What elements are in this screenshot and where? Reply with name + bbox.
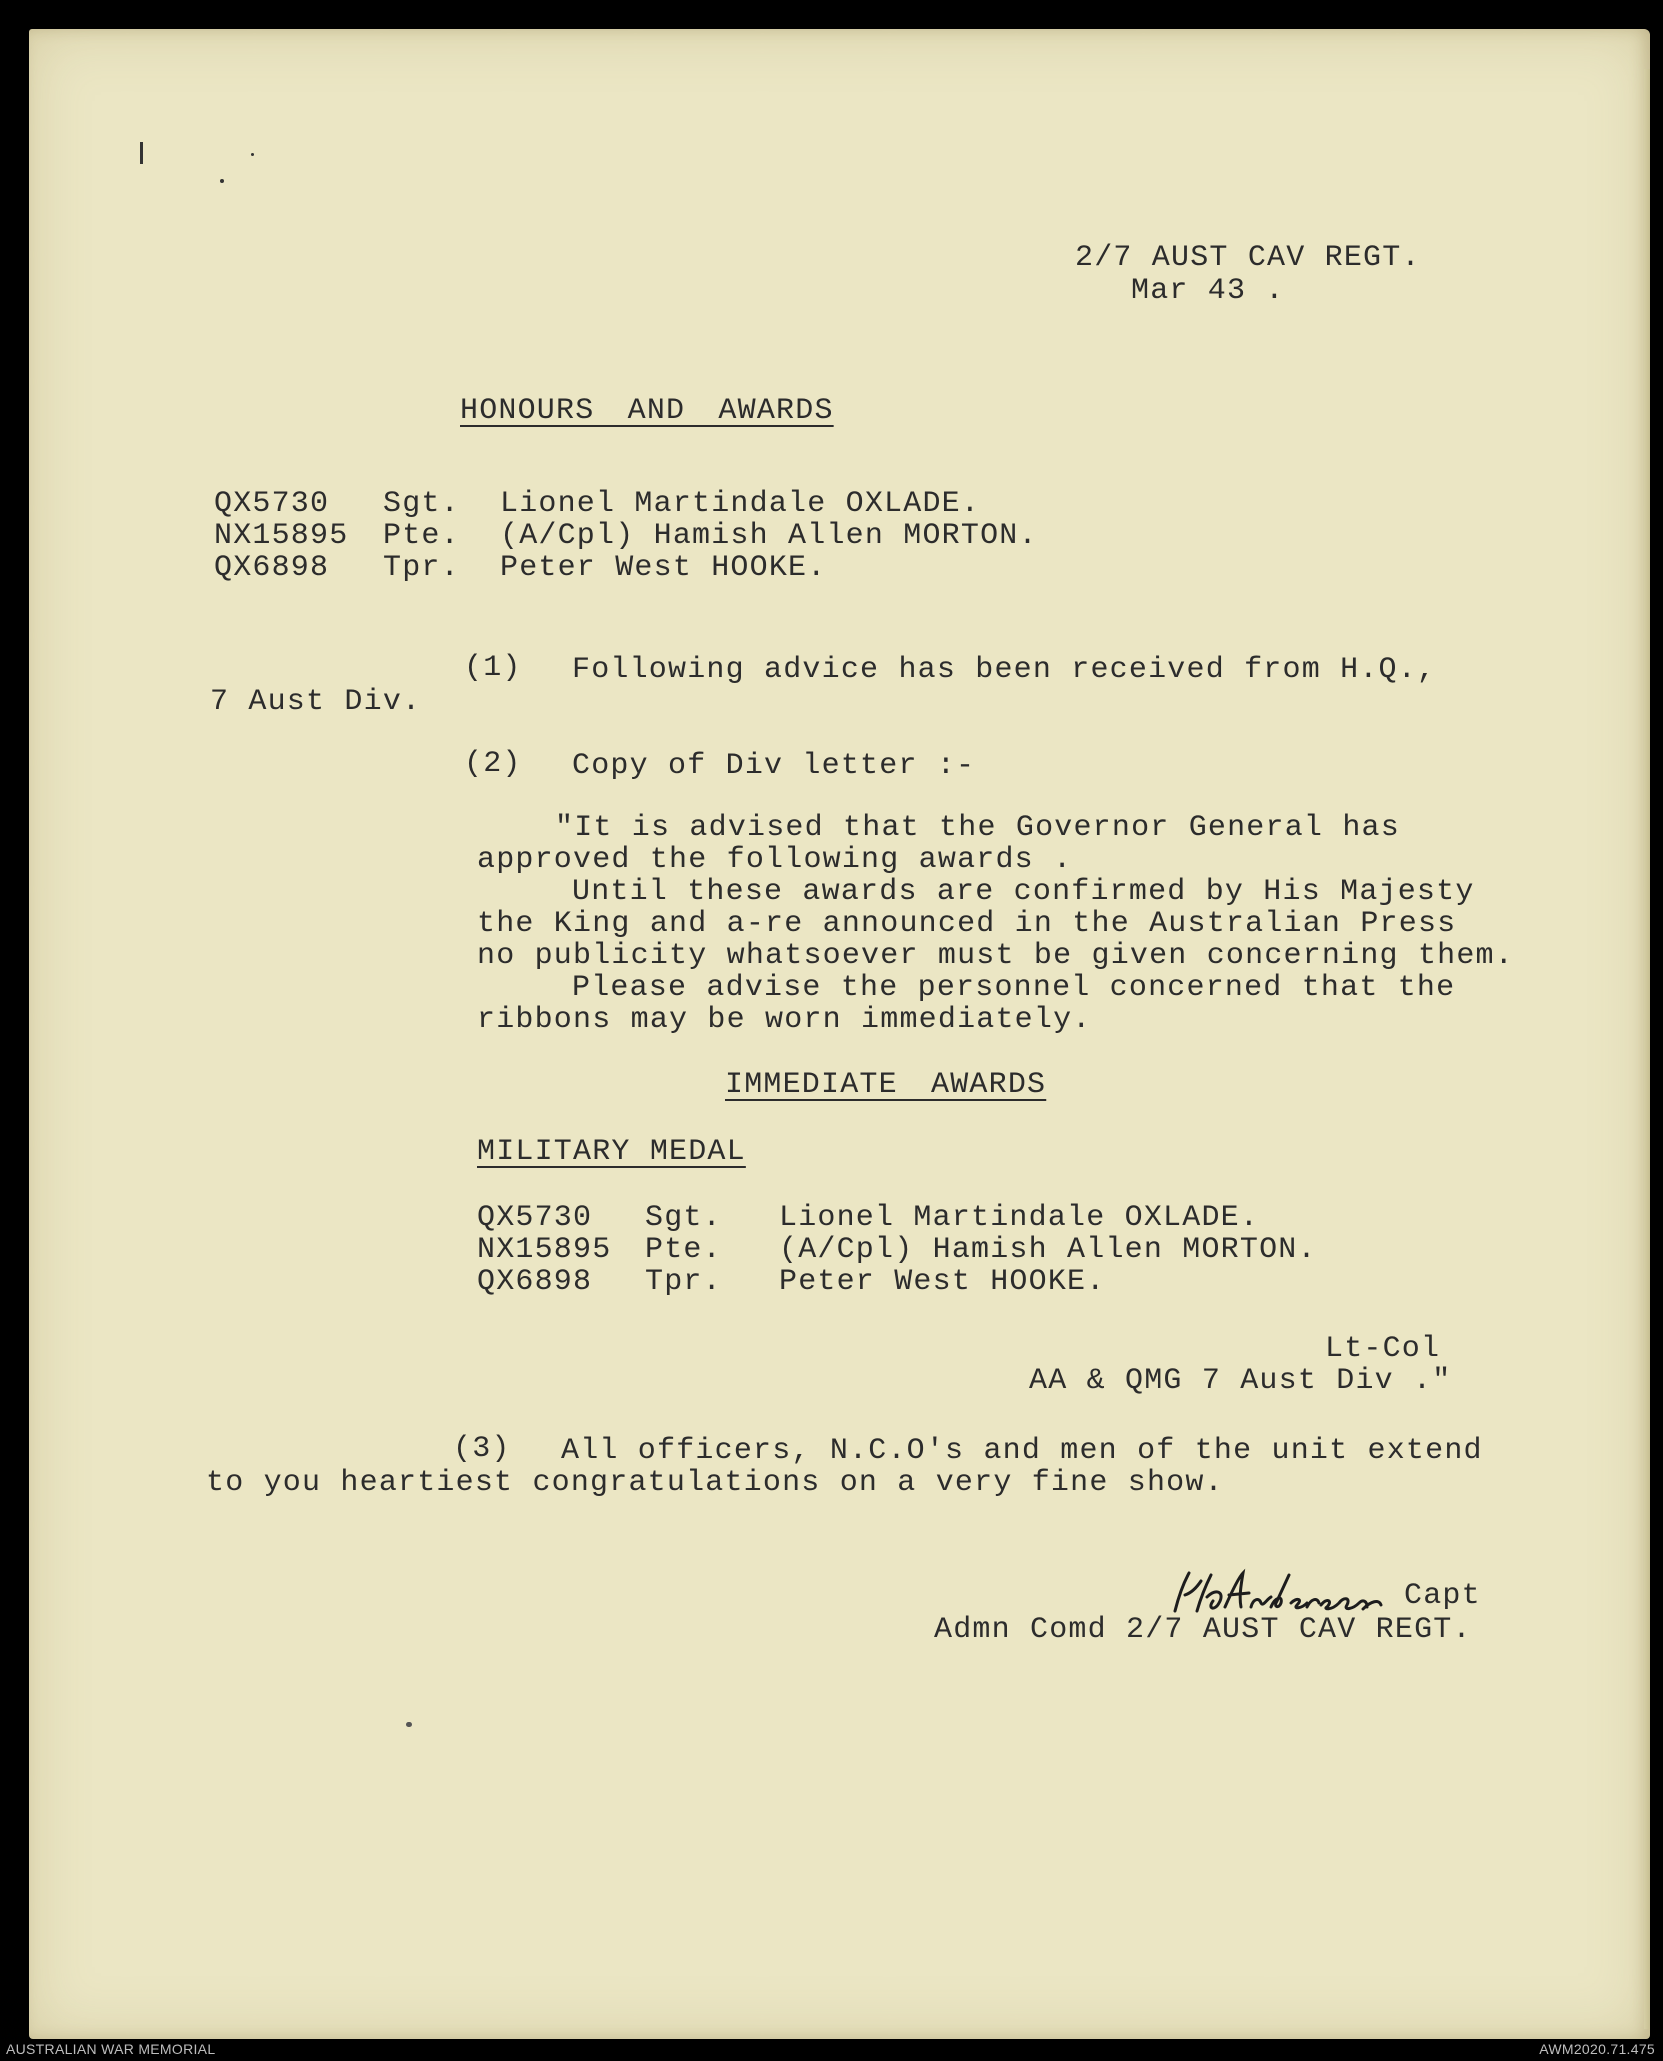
paragraph-text: All officers, N.C.O's and men of the unit extend [561, 1434, 1483, 1468]
paragraph-text: to you heartiest congratulations on a very fine show. [206, 1466, 1224, 1500]
service-number: QX6898 [477, 1265, 593, 1299]
signature-rank: Capt [1404, 1579, 1481, 1613]
archive-reference: AWM2020.71.475 [1539, 2041, 1655, 2057]
paragraph-number: (2) [464, 747, 522, 781]
person-name: Lionel Martindale OXLADE. [779, 1201, 1260, 1235]
rank: Pte. [645, 1233, 722, 1267]
rank: Tpr. [383, 551, 460, 585]
service-number: NX15895 [214, 519, 349, 553]
service-number: NX15895 [477, 1233, 612, 1267]
person-name: (A/Cpl) Hamish Allen MORTON. [500, 519, 1038, 553]
quote-line: Please advise the personnel concerned that the [572, 971, 1456, 1005]
pin-mark [140, 142, 143, 164]
quote-line: the King and a-re announced in the Australian Press [477, 907, 1457, 941]
rank: Sgt. [383, 487, 460, 521]
document-page [29, 29, 1650, 2039]
quote-line: no publicity whatsoever must be given concerning them. [477, 939, 1514, 973]
service-number: QX5730 [477, 1201, 593, 1235]
rank: Pte. [383, 519, 460, 553]
quote-line: "It is advised that the Governor General has [555, 811, 1400, 845]
paragraph-text: Following advice has been received from H.Q., [572, 653, 1437, 687]
paragraph-number: (1) [464, 651, 522, 685]
page-title: HONOURS AND AWARDS [460, 394, 834, 428]
paragraph-number: (3) [453, 1432, 511, 1466]
quote-line: approved the following awards . [477, 843, 1073, 877]
pin-mark [220, 179, 224, 183]
paragraph-text: 7 Aust Div. [210, 685, 422, 719]
subsection-heading: MILITARY MEDAL [477, 1135, 746, 1169]
pin-mark [406, 1722, 412, 1727]
quote-line: ribbons may be worn immediately. [477, 1003, 1092, 1037]
person-name: (A/Cpl) Hamish Allen MORTON. [779, 1233, 1317, 1267]
page-edge [1644, 69, 1650, 2029]
unit-heading: 2/7 AUST CAV REGT. [1075, 241, 1421, 275]
document-date: Mar 43 . [1131, 274, 1285, 308]
paragraph-text: Copy of Div letter :- [572, 749, 976, 783]
quote-line: Until these awards are confirmed by His Majesty [572, 875, 1475, 909]
signoff-title: AA & QMG 7 Aust Div ." [1029, 1364, 1452, 1398]
signoff-rank: Lt-Col [1325, 1332, 1441, 1366]
section-heading: IMMEDIATE AWARDS [725, 1068, 1047, 1102]
person-name: Peter West HOOKE. [500, 551, 827, 585]
archive-credit: AUSTRALIAN WAR MEMORIAL [6, 2041, 216, 2057]
pin-mark [251, 153, 254, 156]
service-number: QX5730 [214, 487, 330, 521]
signature-title: Admn Comd 2/7 AUST CAV REGT. [934, 1613, 1472, 1647]
rank: Sgt. [645, 1201, 722, 1235]
person-name: Lionel Martindale OXLADE. [500, 487, 981, 521]
rank: Tpr. [645, 1265, 722, 1299]
person-name: Peter West HOOKE. [779, 1265, 1106, 1299]
service-number: QX6898 [214, 551, 330, 585]
